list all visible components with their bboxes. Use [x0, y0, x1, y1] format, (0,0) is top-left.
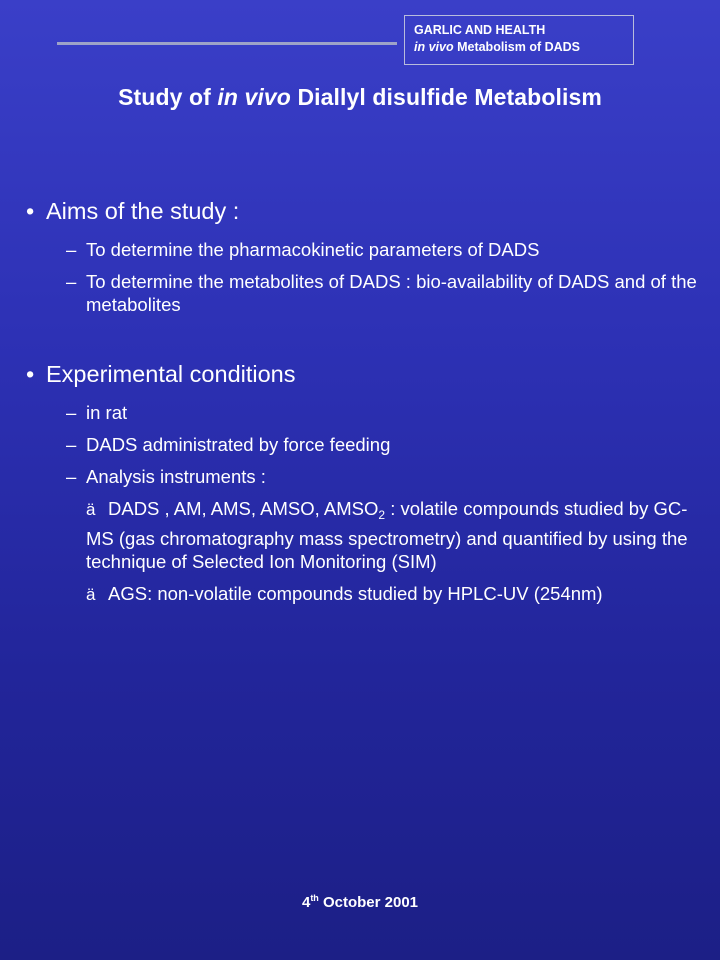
header-box	[404, 15, 634, 65]
slide-content	[26, 193, 706, 606]
dash-icon: –	[66, 434, 77, 455]
dash-icon: –	[66, 466, 77, 487]
bullet-icon: •	[26, 361, 35, 387]
list-item: – DADS administrated by force feeding	[66, 434, 391, 455]
footer-date: 4th October 2001	[301, 893, 419, 911]
bullet-aims: • Aims of the study :	[26, 193, 706, 229]
arrow-icon: ä	[86, 585, 96, 604]
slide-title: Study of in vivo Diallyl disulfide Metabolism	[118, 84, 602, 110]
dash-icon: –	[66, 271, 77, 292]
dash-icon: –	[66, 402, 77, 423]
header-title: GARLIC AND HEALTH	[414, 23, 546, 37]
sub-list-item: ä AGS: non-volatile compounds studied by HPLC-UV (254nm)	[86, 583, 603, 604]
list-item: – To determine the pharmacokinetic parameters of DADS	[66, 239, 540, 260]
bullet-experimental-conditions: • Experimental conditions	[26, 356, 706, 392]
list-item: – To determine the metabolites of DADS : bio-availability of DADS and of the metabolites	[66, 271, 697, 315]
header-rule	[57, 42, 397, 45]
sub-list-item: ä DADS , AM, AMS, AMSO, $AMSO_2$ : volatile compounds studied by GC-MS (gas chromatography mass spectrometry) and quantified by using the technique of Selected Ion Monitoring (SIM)	[86, 498, 688, 572]
header-subtitle: in vivo Metabolism of DADS	[414, 40, 581, 54]
list-item: – in rat	[66, 402, 128, 423]
dash-icon: –	[66, 239, 77, 260]
bullet-icon: •	[26, 198, 35, 224]
list-item: – Analysis instruments :	[66, 466, 266, 487]
arrow-icon: ä	[86, 500, 96, 519]
